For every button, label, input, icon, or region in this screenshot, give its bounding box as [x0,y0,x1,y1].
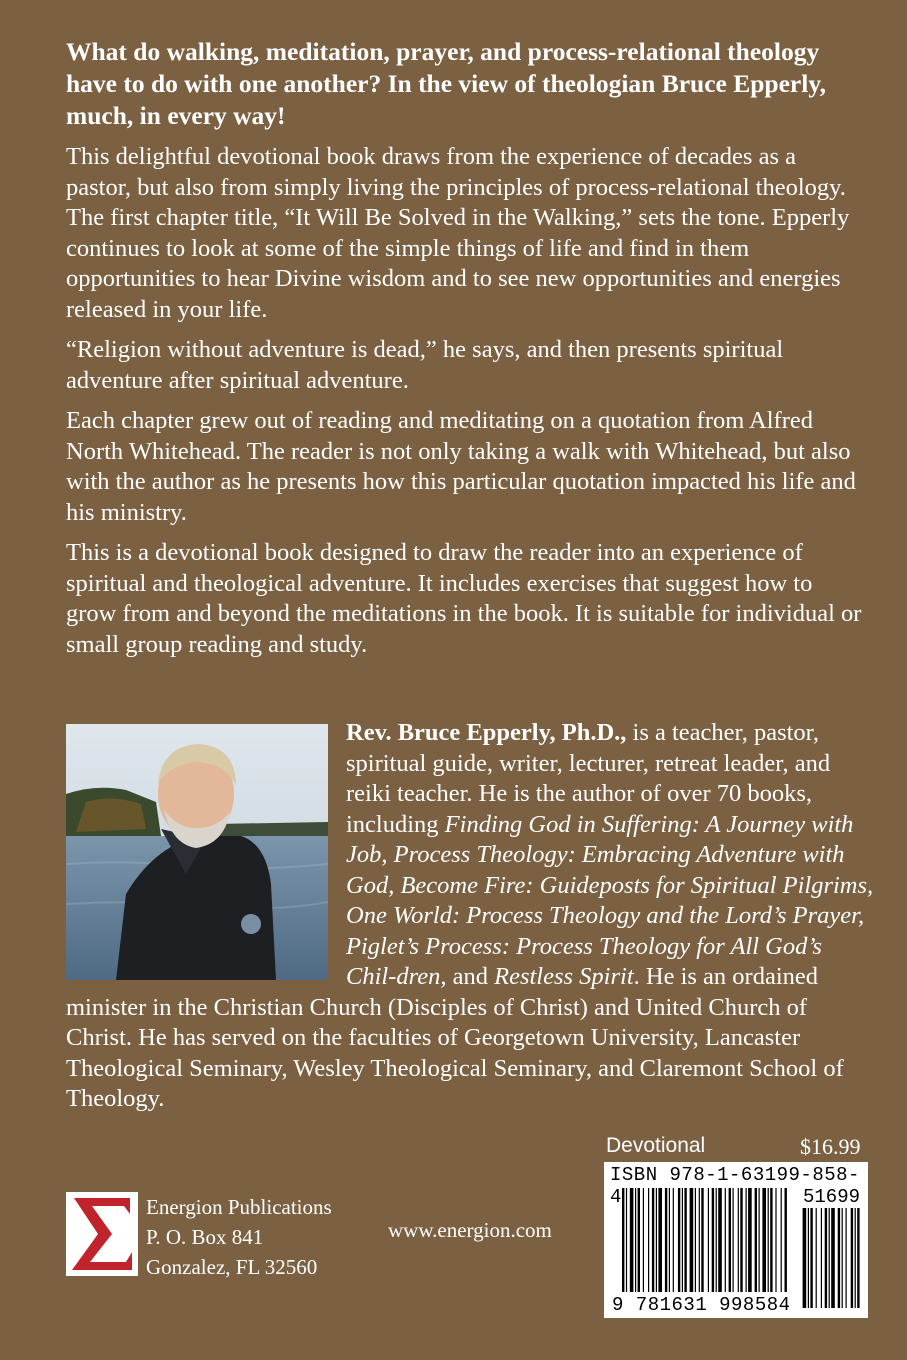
isbn-barcode [604,1162,868,1318]
description-paragraph-4: This is a devotional book designed to draw the reader into an experience of spiritual and theological adventure. It includes exercises that suggest how to grow from and beyond the meditations in the book. It is suitable for individual or small group reading and study. [66,539,862,658]
publisher-address-line-1: P. O. Box 841 [146,1225,264,1249]
ean-number: 9 781631 998584 [612,1294,791,1316]
author-name: Rev. Bruce Epperly, Ph.D., [346,719,627,746]
author-books-list: Finding God in Suffering: A Journey with Job, Process Theology: Embracing Adventure with God, Become Fire: Guideposts for Spiritual Pilgrims, One World: Process Theology and the Lord’s Prayer, Piglet’s Process: Process Theology for All God’s Chil-dren, [346,810,874,990]
description-paragraph-3: Each chapter grew out of reading and meditating on a quotation from Alfred North Whitehead. The reader is not only taking a walk with Whitehead, but also with the author as he presents how this particular quotation impacted his life and his ministry. [66,407,856,526]
author-book-title: Restless Spirit [494,963,634,990]
isbn-text: ISBN 978-1-63199-858-4 [610,1164,860,1208]
author-bio-text-2: and [446,963,495,990]
description-paragraph-2: “Religion without adventure is dead,” he says, and then presents spiritual adventure after spiritual adventure. [66,336,784,394]
energion-logo [66,1192,138,1276]
author-bio-text-3: . He is an ordained minister in the Christian Church (Disciples of Christ) and United Church of Christ. He has served on the faculties of Georgetown University, Lancaster Theological Seminary, Wesley Theological Seminary, and Claremont School of Theology. [66,963,844,1112]
author-bio-text-1: is a teacher, pastor, spiritual guide, writer, lecturer, retreat leader, and reiki teacher. He is the author of over 70 books, including [346,719,831,838]
genre-label: Devotional [606,1134,706,1157]
addon-number: 51699 [802,1186,860,1208]
publisher-name: Energion Publications [146,1195,332,1219]
publisher-website: www.energion.com [388,1218,552,1242]
author-photo [66,724,328,980]
publisher-block [66,1192,332,1282]
lead-paragraph: What do walking, meditation, prayer, and process-relational theology have to do with one another? In the view of theologian Bruce Epperly, much, in every way! [66,37,827,130]
publisher-address-line-2: Gonzalez, FL 32560 [146,1255,318,1279]
author-bio-section [66,718,876,1115]
description-block [66,36,866,670]
description-paragraph-1: This delightful devotional book draws from the experience of decades as a pastor, but also from simply living the principles of process-relational theology. The first chapter title, “It Will Be Solved in the Walking,” sets the tone. Epperly continues to look at some of the simple things of life and find in them opportunities to hear Divine wisdom and to see new opportunities and energies released in your life. [66,143,850,323]
price-label: $16.99 [800,1134,861,1159]
